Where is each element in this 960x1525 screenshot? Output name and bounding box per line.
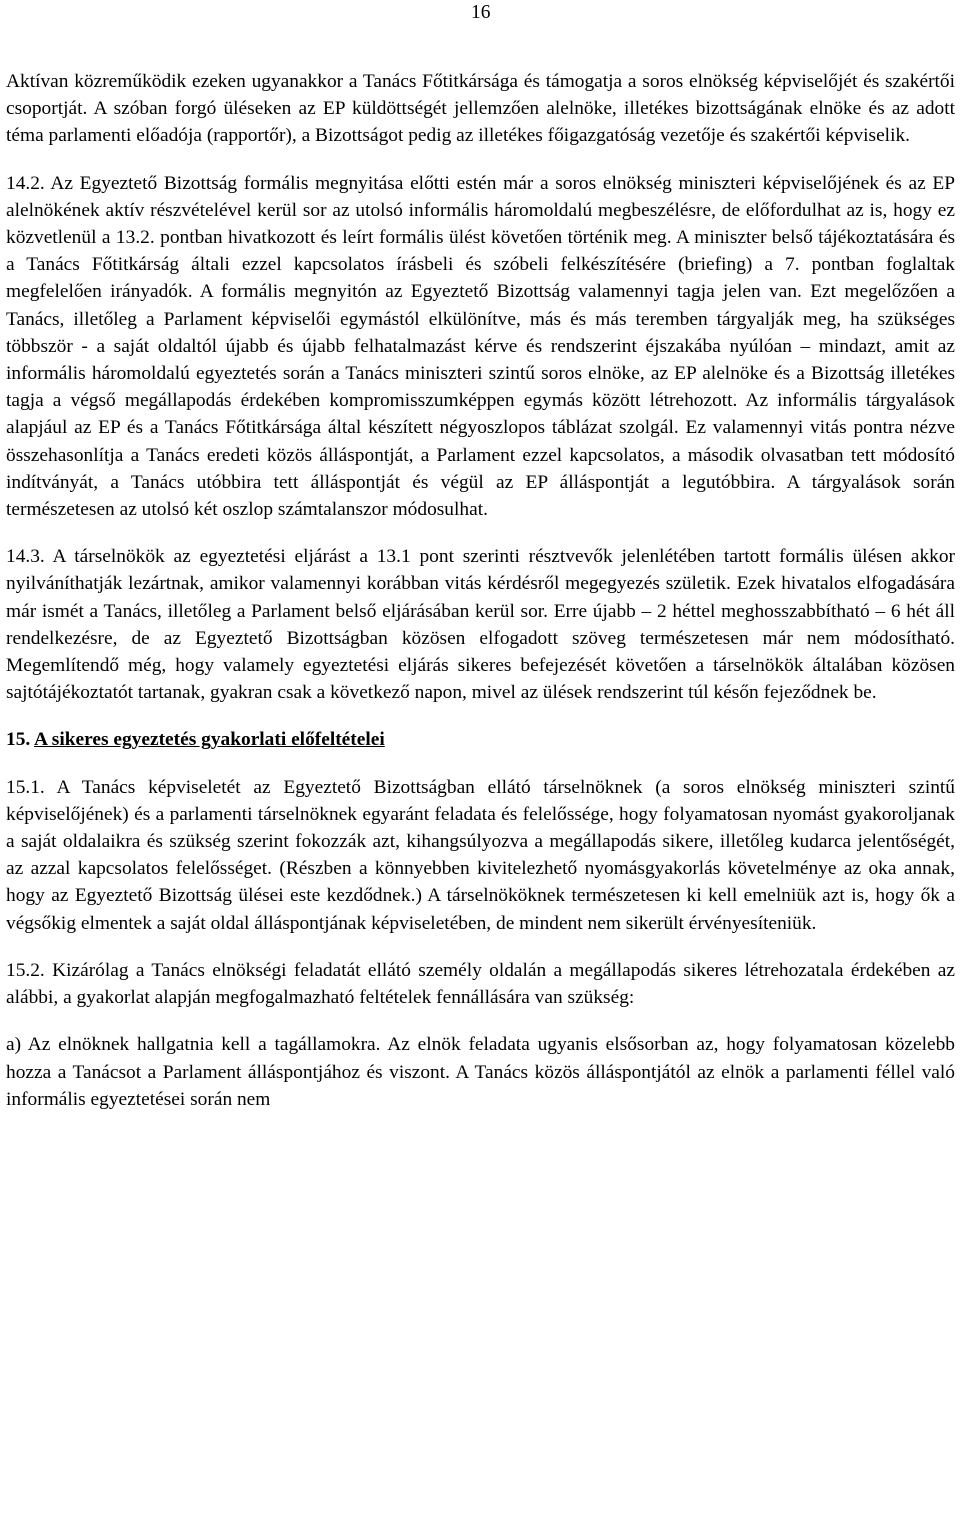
paragraph-15-2: 15.2. Kizárólag a Tanács elnökségi feladatát ellátó személy oldalán a megállapodás sikeres létrehozatala érdekében az alábbi, a gyakorlat alapján megfogalmazható feltételek fennállására van szükség: [6, 959, 955, 1009]
paragraph-14-2: 14.2. Az Egyeztető Bizottság formális megnyitása előtti estén már a soros elnökség miniszteri képviselőjének és az EP alelnökének aktív részvételével kerül sor az utolsó informális háromoldalú megbeszélésre, de előfordulhat az is, hogy ez közvetlenül a 13.2. pontban hivatkozott és leírt formális ülést követően történik meg. A miniszter belső tájékoztatására és a Tanács Főtitkárság általi ezzel kapcsolatos írásbeli és szóbeli felkészítésére (briefing) a 7. pontban foglaltak megfelelően irányadók. A formális megnyitón az Egyeztető Bizottság valamennyi tagja jelen van. Ezt megelőzően a Tanács, illetőleg a Parlament képviselői egymástól elkülönítve, más és más teremben tárgyalják meg, ha szükséges többször - a saját oldaltól újabb és újabb felhatalmazást kérve és rendszerint éjszakába nyúlóan – mindazt, amit az informális háromoldalú egyeztetés során a Tanács miniszteri szintű soros elnöke, az EP alelnöke és a Bizottság illetékes tagja a végső megállapodás érdekében kompromisszumképpen egymás között létrehozott. Az informális tárgyalások alapjául az EP és a Tanács Főtitkársága által készített négyoszlopos táblázat szolgál. Ez valamennyi vitás pontra nézve összehasonlítja a Tanács eredeti közös álláspontját, a Parlament ezzel kapcsolatos, a második olvasatban tett módosító indítványát, a Tanács utóbbira tett álláspontját és végül az EP álláspontját a legutóbbira. A tárgyalások során természetesen az utolsó két oszlop számtalanszor módosulhat. [6, 172, 955, 521]
section-heading-title: A sikeres egyeztetés gyakorlati előfeltételei [34, 729, 385, 751]
paragraph-14-3: 14.3. A társelnökök az egyeztetési eljárást a 13.1 pont szerinti résztvevők jelenlétében tartott formális ülésen akkor nyilváníthatják lezártnak, amikor valamennyi korábban vitás kérdésről megegyezés születik. Ezek hivatalos elfogadására már ismét a Tanács, illetőleg a Parlament belső eljárásában kerül sor. Erre újabb – 2 héttel meghosszabbítható – 6 hét áll rendelkezésre, de az Egyeztető Bizottságban közösen elfogadott szöveg természetesen már nem módosítható. Megemlítendő még, hogy valamely egyeztetési eljárás sikeres befejezését követően a társelnökök általában közösen sajtótájékoztatót tartanak, gyakran csak a következő napon, mivel az ülések rendszerint túl későn fejeződnek be. [6, 546, 955, 704]
paragraph-15-1: 15.1. A Tanács képviseletét az Egyeztető Bizottságban ellátó társelnöknek (a soros elnökség miniszteri szintű képviselőjének) és a parlamenti társelnöknek egyaránt feladata és felelőssége, hogy folyamatosan nyomást gyakoroljanak a saját oldalaikra és szükség szerint fokozzák azt, kihangsúlyozva a megállapodás sikere, illetőleg kudarca jelentőségét, az azzal kapcsolatos felelősséget. (Részben a könnyebben kivitelezhető nyomásgyakorlás követelménye az oka annak, hogy az Egyeztető Bizottság ülései este kezdődnek.) A társelnököknek természetesen ki kell emelniük azt is, hogy ők a végsőkig elmentek a saját oldal álláspontjának képviseletében, de mindent nem sikerült érvényesíteniük. [6, 776, 955, 934]
section-heading-number: 15. [6, 729, 31, 751]
document-body [6, 68, 955, 1113]
paragraph-a: a) Az elnöknek hallgatnia kell a tagállamokra. Az elnök feladata ugyanis elsősorban az, hogy folyamatosan közelebb hozza a Tanácsot a Parlament álláspontjához és viszont. A Tanács közös álláspontjától az elnök a parlamenti féllel való informális egyeztetései során nem [6, 1034, 955, 1110]
section-heading [6, 726, 955, 753]
paragraph-intro: Aktívan közreműködik ezeken ugyanakkor a Tanács Főtitkársága és támogatja a soros elnökség képviselőjét és szakértői csoportját. A szóban forgó üléseken az EP küldöttségét jellemzően alelnöke, illetékes bizottságának elnöke és az adott téma parlamenti előadója (rapportőr), a Bizottságot pedig az illetékes főigazgatóság vezetője és szakértői képviselik. [6, 71, 955, 147]
page-number: 16 [471, 2, 491, 23]
